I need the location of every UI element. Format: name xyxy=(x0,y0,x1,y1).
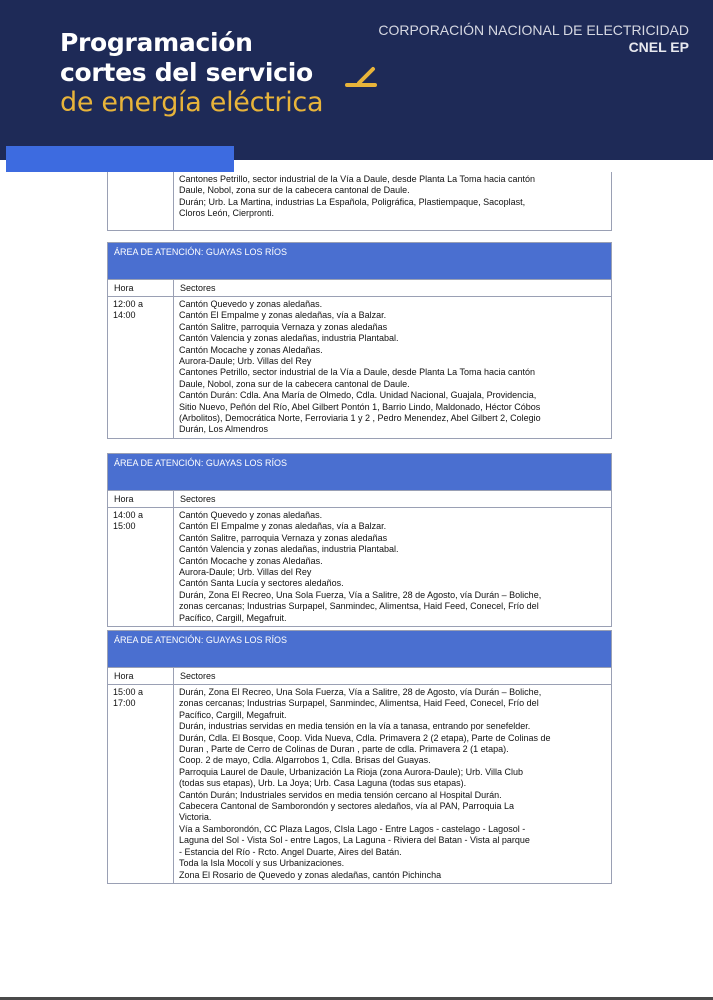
sector-line: Cantón El Empalme y zonas aledañas, vía a Balzar. xyxy=(179,310,387,321)
sector-line: Parroquia Laurel de Daule, Urbanización La Rioja (zona Aurora-Daule); Urb. Villa Club xyxy=(179,766,524,777)
hora-header: Hora xyxy=(108,668,174,684)
table-header-row xyxy=(108,490,611,507)
sector-line: Cantón Santa Lucía y sectores aledaños. xyxy=(179,578,344,589)
sector-line: Cantón El Empalme y zonas aledañas, vía a Balzar. xyxy=(179,521,387,532)
pencil-icon xyxy=(345,65,381,91)
sector-line: Sitio Nuevo, Peñón del Río, Abel Gilbert Pontón 1, Barrio Lindo, Maldonado, Héctor Cóbos xyxy=(179,401,541,412)
schedule-table xyxy=(107,630,612,884)
sector-line: Cantones Petrillo, sector industrial de la Vía a Daule, desde Planta La Toma hacia cantón xyxy=(179,367,536,378)
sector-line: Cantón Durán: Cdla. Ana María de Olmedo, Cdla. Unidad Nacional, Guajala, Providencia, xyxy=(179,390,537,401)
sector-line: Coop. 2 de mayo, Cdla. Algarrobos 1, Cdla. Brisas del Guayas. xyxy=(179,755,431,766)
sector-line: Victoria. xyxy=(179,812,212,823)
sector-line: Zona El Rosario de Quevedo y zonas aledañas, cantón Pichincha xyxy=(179,869,442,880)
sector-line: Durán, Cdla. El Bosque, Coop. Vida Nueva, Cdla. Primavera 2 (2 etapa), Parte de Colinas de xyxy=(179,732,551,743)
sector-line: Cantón Valencia y zonas aledañas, industria Plantabal. xyxy=(179,333,399,344)
hora-line: 15:00 xyxy=(113,521,136,532)
sector-line: - Estancia del Río - Rcto. Angel Duarte, Aires del Batán. xyxy=(179,846,402,857)
continued-sectores-cell xyxy=(174,172,611,230)
sector-line: Cloros León, Cierpronti. xyxy=(179,208,275,219)
sectores-cell xyxy=(174,685,611,883)
page-header xyxy=(0,0,713,160)
sector-line: Cantón Mocache y zonas Aledañas. xyxy=(179,344,323,355)
sector-line: Durán; Urb. La Martina, industrias La Española, Poligráfica, Plastiempaque, Sacoplast, xyxy=(179,196,526,207)
sector-line: Cantón Quevedo y zonas aledañas. xyxy=(179,299,323,309)
schedule-table xyxy=(107,242,612,439)
organization-brand: CNEL EP xyxy=(628,39,689,55)
table-header-row xyxy=(108,667,611,684)
sector-line: Cantón Salitre, parroquia Vernaza y zonas aledañas xyxy=(179,321,388,332)
title-line-3: de energía eléctrica xyxy=(60,87,324,118)
hora-cell xyxy=(108,297,174,438)
sector-line: Vía a Samborondón, CC Plaza Lagos, CIsla Lago - Entre Lagos - castelago - Lagosol - xyxy=(179,823,526,834)
sectores-cell xyxy=(174,508,611,626)
organization-block xyxy=(378,22,689,56)
sector-line: Cantón Durán; Industriales servidos en media tensión cercano al Hospital Durán. xyxy=(179,789,502,800)
sector-line: Pacífico, Cargill, Megafruit. xyxy=(179,612,287,623)
area-heading: ÁREA DE ATENCIÓN: GUAYAS LOS RÍOS xyxy=(108,454,611,490)
sector-line: Durán, Zona El Recreo, Una Sola Fuerza, Vía a Salitre, 28 de Agosto, vía Durán – Boliche, xyxy=(179,687,542,697)
sector-line: Cantón Valencia y zonas aledañas, industria Plantabal. xyxy=(179,544,399,555)
hora-header: Hora xyxy=(108,280,174,296)
sector-line: Aurora-Daule; Urb. Villas del Rey xyxy=(179,356,312,367)
table-row xyxy=(108,684,611,883)
table-header-row xyxy=(108,279,611,296)
sector-line: Laguna del Sol - Vista Sol - entre Lagos, La Laguna - Riviera del Batan - Vista al parque xyxy=(179,835,530,846)
sector-line: Durán, industrias servidas en media tensión en la vía a tanasa, entrando por senefelder. xyxy=(179,721,531,732)
sector-line: Pacífico, Cargill, Megafruit. xyxy=(179,709,287,720)
sector-line: zonas cercanas; Industrias Surpapel, Sanmindec, Alimentsa, Haid Feed, Conecel, Frío del xyxy=(179,601,539,612)
sector-line: (todas sus etapas), Urb. La Joya; Urb. Casa Laguna (todas sus etapas). xyxy=(179,778,467,789)
sectores-cell xyxy=(174,297,611,438)
hora-line: 14:00 xyxy=(113,310,136,321)
hora-line: 14:00 a xyxy=(113,510,144,520)
hora-cell xyxy=(108,508,174,626)
sector-line: Cantón Salitre, parroquia Vernaza y zonas aledañas xyxy=(179,532,388,543)
hora-line: 17:00 xyxy=(113,698,136,709)
table-row xyxy=(108,296,611,438)
sector-line: Toda la Isla Mocolí y sus Urbanizaciones. xyxy=(179,858,345,869)
hora-line: 15:00 a xyxy=(113,687,144,697)
sector-line: Daule, Nobol, zona sur de la cabecera cantonal de Daule. xyxy=(179,378,410,389)
sector-line: zonas cercanas; Industrias Surpapel, Sanmindec, Alimentsa, Haid Feed, Conecel, Frío del xyxy=(179,698,539,709)
title-line-2: cortes del servicio xyxy=(60,58,313,87)
sector-line: Cantones Petrillo, sector industrial de la Vía a Daule, desde Planta La Toma hacia cantón xyxy=(179,174,536,184)
sectores-header: Sectores xyxy=(180,283,216,293)
sector-line: Cabecera Cantonal de Samborondón y sectores aledaños, vía al PAN, Parroquia La xyxy=(179,801,515,812)
area-heading: ÁREA DE ATENCIÓN: GUAYAS LOS RÍOS xyxy=(108,631,611,667)
continued-hora-cell xyxy=(108,172,174,230)
continued-table xyxy=(107,172,612,231)
schedule-table xyxy=(107,453,612,627)
table-row xyxy=(108,507,611,626)
organization-name: CORPORACIÓN NACIONAL DE ELECTRICIDAD xyxy=(378,22,689,38)
sector-line: Durán, Los Almendros xyxy=(179,424,269,435)
hora-header: Hora xyxy=(108,491,174,507)
hora-line: 12:00 a xyxy=(113,299,144,309)
sectores-header: Sectores xyxy=(180,494,216,504)
sector-line: Cantón Mocache y zonas Aledañas. xyxy=(179,555,323,566)
area-heading: ÁREA DE ATENCIÓN: GUAYAS LOS RÍOS xyxy=(108,243,611,279)
title-line-1: Programación xyxy=(60,28,253,57)
sector-line: Cantón Quevedo y zonas aledañas. xyxy=(179,510,323,520)
sector-line: Duran , Parte de Cerro de Colinas de Duran , parte de cdla. Primavera 2 (1 etapa). xyxy=(179,744,509,755)
hora-cell xyxy=(108,685,174,883)
sector-line: Daule, Nobol, zona sur de la cabecera cantonal de Daule. xyxy=(179,185,410,196)
sector-line: Durán, Zona El Recreo, Una Sola Fuerza, Vía a Salitre, 28 de Agosto, vía Durán – Boliche, xyxy=(179,589,542,600)
sector-line: (Arbolitos), Democrática Norte, Ferroviaria 1 y 2 , Pedro Menendez, Abel Gilbert 2, Colegio xyxy=(179,413,541,424)
sector-line: Aurora-Daule; Urb. Villas del Rey xyxy=(179,567,312,578)
header-accent-tab xyxy=(6,146,234,172)
sectores-header: Sectores xyxy=(180,671,216,681)
